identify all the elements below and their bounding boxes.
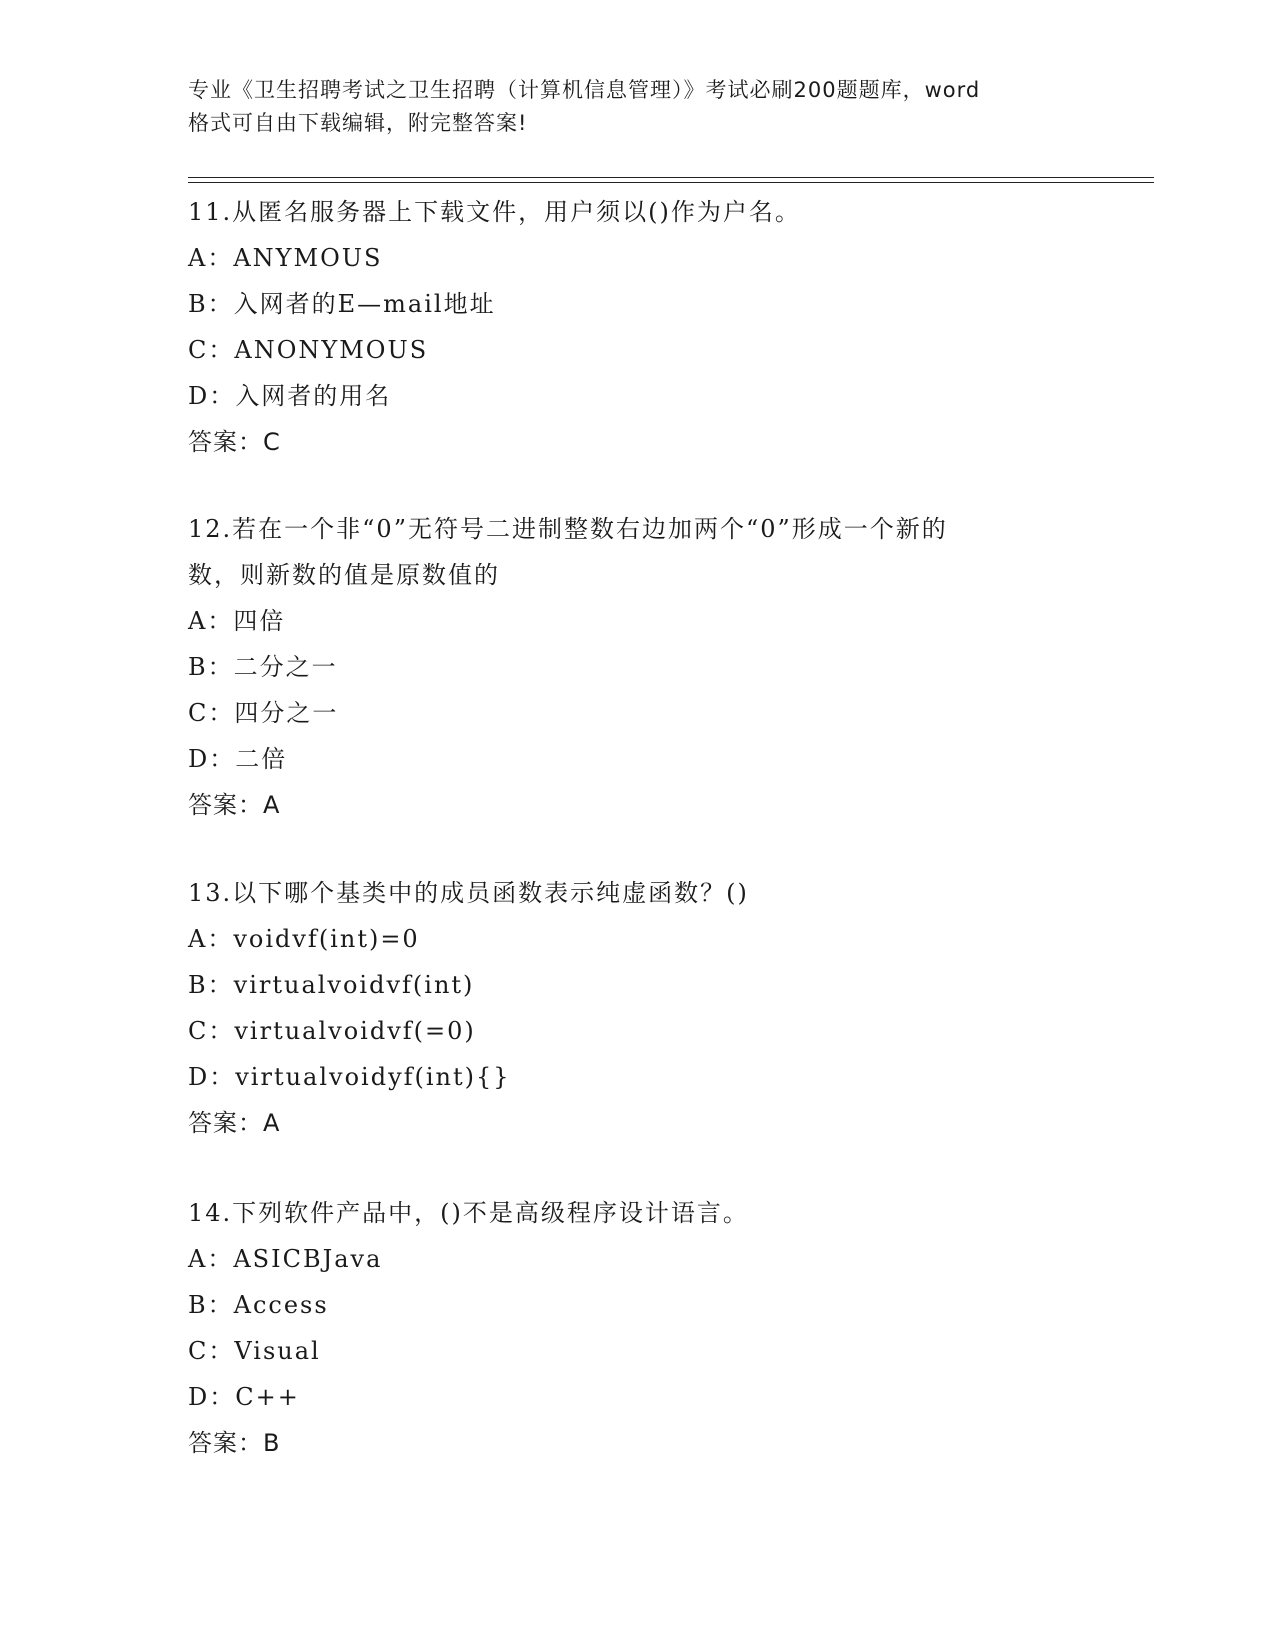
question-13	[188, 870, 1088, 1146]
option-a: A：四倍	[188, 607, 286, 635]
option-a: A：ASICBJava	[188, 1245, 383, 1273]
option-c: C：ANONYMOUS	[188, 336, 429, 364]
question-stem: 12.若在一个非“0”无符号二进制整数右边加两个“0”形成一个新的	[188, 515, 948, 543]
option-d: D：入网者的用名	[188, 382, 392, 410]
document-header	[188, 74, 1088, 140]
question-stem-continuation: 数，则新数的值是原数值的	[188, 561, 500, 589]
answer-key: 答案：A	[188, 791, 281, 819]
header-line-2: 格式可自由下载编辑，附完整答案!	[188, 111, 528, 135]
option-c: C：Visual	[188, 1337, 321, 1365]
question-12	[188, 506, 1088, 828]
question-14	[188, 1190, 1088, 1466]
question-11	[188, 189, 1088, 465]
option-a: A：ANYMOUS	[188, 244, 383, 272]
answer-key: 答案：B	[188, 1429, 281, 1457]
option-d: D：virtualvoidyf(int){}	[188, 1063, 511, 1091]
question-stem: 13.以下哪个基类中的成员函数表示纯虚函数？()	[188, 879, 749, 907]
option-b: B：Access	[188, 1291, 329, 1319]
option-c: C：virtualvoidvf(=0)	[188, 1017, 476, 1045]
option-a: A：voidvf(int)=0	[188, 925, 420, 953]
option-b: B：入网者的E—mail地址	[188, 290, 496, 318]
option-b: B：virtualvoidvf(int)	[188, 971, 475, 999]
question-stem: 14.下列软件产品中，()不是高级程序设计语言。	[188, 1199, 749, 1227]
answer-key: 答案：A	[188, 1109, 281, 1137]
option-d: D：二倍	[188, 745, 288, 773]
answer-key: 答案：C	[188, 428, 281, 456]
option-d: D：C++	[188, 1383, 300, 1411]
header-line-1: 专业《卫生招聘考试之卫生招聘（计算机信息管理）》考试必刷200题题库，word	[188, 78, 981, 102]
question-stem: 11.从匿名服务器上下载文件，用户须以()作为户名。	[188, 198, 801, 226]
header-divider-bottom	[188, 182, 1154, 183]
header-divider-top	[188, 177, 1154, 178]
option-b: B：二分之一	[188, 653, 338, 681]
option-c: C：四分之一	[188, 699, 339, 727]
